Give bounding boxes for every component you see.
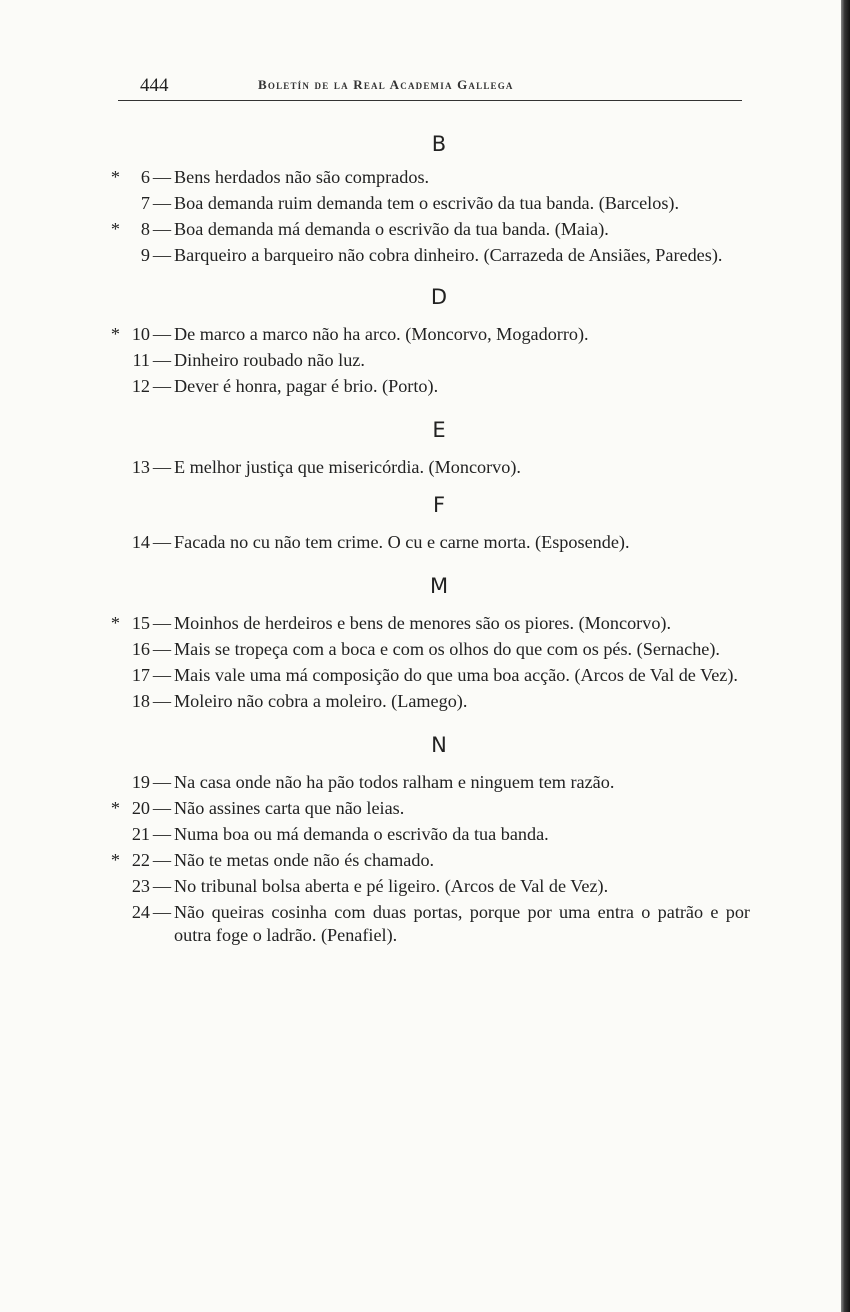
proverb-entry	[110, 244, 750, 267]
entry-dash: —	[152, 193, 172, 213]
entry-number: 14	[131, 532, 150, 552]
entry-star	[110, 531, 120, 554]
entry-dash: —	[152, 798, 172, 818]
entry-number: 13	[131, 457, 150, 477]
proverb-entry	[110, 771, 750, 794]
entry-text: Moleiro não cobra a moleiro. (Lamego).	[174, 691, 468, 711]
entry-text: Moinhos de herdeiros e bens de menores são os piores. (Moncorvo).	[174, 613, 672, 633]
section-d	[110, 281, 750, 398]
entry-star: *	[110, 613, 120, 633]
proverb-entry	[110, 612, 750, 635]
entry-number: 21	[131, 824, 150, 844]
entry-number: 22	[131, 850, 150, 870]
entry-dash: —	[152, 532, 172, 552]
section-letter: M	[429, 574, 449, 598]
section-letter: F	[432, 493, 446, 517]
entry-text: De marco a marco não ha arco. (Moncorvo, Mogadorro).	[174, 324, 589, 344]
entry-dash: —	[152, 665, 172, 685]
entry-star	[110, 456, 120, 479]
entry-dash: —	[152, 772, 172, 792]
entry-dash: —	[152, 167, 172, 187]
entry-star	[110, 823, 120, 846]
proverb-entry	[110, 823, 750, 846]
section-f	[110, 489, 750, 554]
entry-text: No tribunal bolsa aberta e pé ligeiro. (Arcos de Val de Vez).	[174, 876, 609, 896]
proverb-entry	[110, 638, 750, 661]
entry-star: *	[110, 324, 120, 344]
page-number: 444	[140, 75, 169, 96]
entry-star: *	[110, 219, 120, 239]
entry-text: E melhor justiça que misericórdia. (Moncorvo).	[174, 457, 521, 477]
entry-star	[110, 901, 120, 947]
section-n	[110, 729, 750, 947]
entry-dash: —	[152, 850, 172, 870]
proverb-entry	[110, 849, 750, 872]
entry-dash: —	[152, 350, 172, 370]
proverb-entry	[110, 375, 750, 398]
entry-dash: —	[152, 824, 172, 844]
proverb-entry	[110, 797, 750, 820]
entry-number: 18	[131, 691, 150, 711]
proverb-entry	[110, 531, 750, 554]
entry-text: Dever é honra, pagar é brio. (Porto).	[174, 376, 439, 396]
entry-dash: —	[152, 376, 172, 396]
proverb-entry	[110, 166, 750, 189]
entry-number: 9	[140, 245, 150, 265]
entry-star	[110, 771, 120, 794]
proverb-entry	[110, 218, 750, 241]
entry-star	[110, 638, 120, 661]
entry-star: *	[110, 850, 120, 870]
proverb-entry	[110, 875, 750, 898]
entry-text: Não queiras cosinha com duas portas, porque por uma entra o patrão e por outra foge o ladrão. (Penafiel).	[174, 902, 750, 945]
section-e	[110, 414, 750, 479]
running-header	[118, 72, 742, 101]
entry-star	[110, 375, 120, 398]
proverb-list	[110, 128, 750, 950]
entry-number: 8	[140, 219, 150, 239]
proverb-entry	[110, 456, 750, 479]
entry-text: Boa demanda má demanda o escrivão da tua banda. (Maia).	[174, 219, 609, 239]
entry-text: Bens herdados não são comprados.	[174, 167, 430, 187]
entry-number: 23	[131, 876, 150, 896]
entry-dash: —	[152, 691, 172, 711]
entry-number: 7	[140, 193, 150, 213]
entry-number: 17	[131, 665, 150, 685]
entry-text: Facada no cu não tem crime. O cu e carne morta. (Esposende).	[174, 532, 630, 552]
section-letter: B	[431, 132, 447, 156]
proverb-entry	[110, 690, 750, 713]
entry-star	[110, 349, 120, 372]
entry-dash: —	[152, 902, 172, 922]
proverb-entry	[110, 664, 750, 687]
entry-number: 20	[131, 798, 150, 818]
proverb-entry	[110, 349, 750, 372]
entry-text: Numa boa ou má demanda o escrivão da tua banda.	[174, 824, 549, 844]
entry-dash: —	[152, 876, 172, 896]
entry-text: Não te metas onde não és chamado.	[174, 850, 435, 870]
entry-number: 24	[131, 902, 150, 922]
section-b	[110, 128, 750, 267]
entry-star	[110, 875, 120, 898]
section-letter: D	[430, 285, 448, 309]
entry-star: *	[110, 167, 120, 187]
entry-text: Mais se tropeça com a boca e com os olhos do que com os pés. (Sernache).	[174, 639, 720, 659]
entry-dash: —	[152, 245, 172, 265]
entry-star	[110, 690, 120, 713]
proverb-entry	[110, 323, 750, 346]
entry-number: 19	[131, 772, 150, 792]
entry-number: 11	[132, 350, 150, 370]
entry-text: Na casa onde não ha pão todos ralham e ninguem tem razão.	[174, 772, 615, 792]
entry-dash: —	[152, 324, 172, 344]
entry-text: Mais vale uma má composição do que uma boa acção. (Arcos de Val de Vez).	[174, 665, 738, 685]
section-m	[110, 570, 750, 713]
entry-star	[110, 664, 120, 687]
entry-text: Dinheiro roubado não luz.	[174, 350, 365, 370]
entry-text: Barqueiro a barqueiro não cobra dinheiro. (Carrazeda de Ansiães, Paredes).	[174, 245, 723, 265]
entry-dash: —	[152, 639, 172, 659]
proverb-entry	[110, 192, 750, 215]
entry-star	[110, 244, 120, 267]
entry-text: Boa demanda ruim demanda tem o escrivão da tua banda. (Barcelos).	[174, 193, 680, 213]
entry-number: 12	[131, 376, 150, 396]
entry-number: 16	[131, 639, 150, 659]
section-letter: N	[431, 733, 447, 757]
entry-star: *	[110, 798, 120, 818]
entry-dash: —	[152, 457, 172, 477]
entry-number: 6	[140, 167, 150, 187]
section-letter: E	[432, 418, 446, 442]
entry-text: Não assines carta que não leias.	[174, 798, 405, 818]
running-title: Boletín de la Real Academia Gallega	[258, 77, 514, 92]
entry-dash: —	[152, 219, 172, 239]
entry-star	[110, 192, 120, 215]
proverb-entry	[110, 901, 750, 947]
page-edge-shadow	[841, 0, 850, 1312]
entry-number: 10	[131, 324, 150, 344]
entry-dash: —	[152, 613, 172, 633]
entry-number: 15	[131, 613, 150, 633]
